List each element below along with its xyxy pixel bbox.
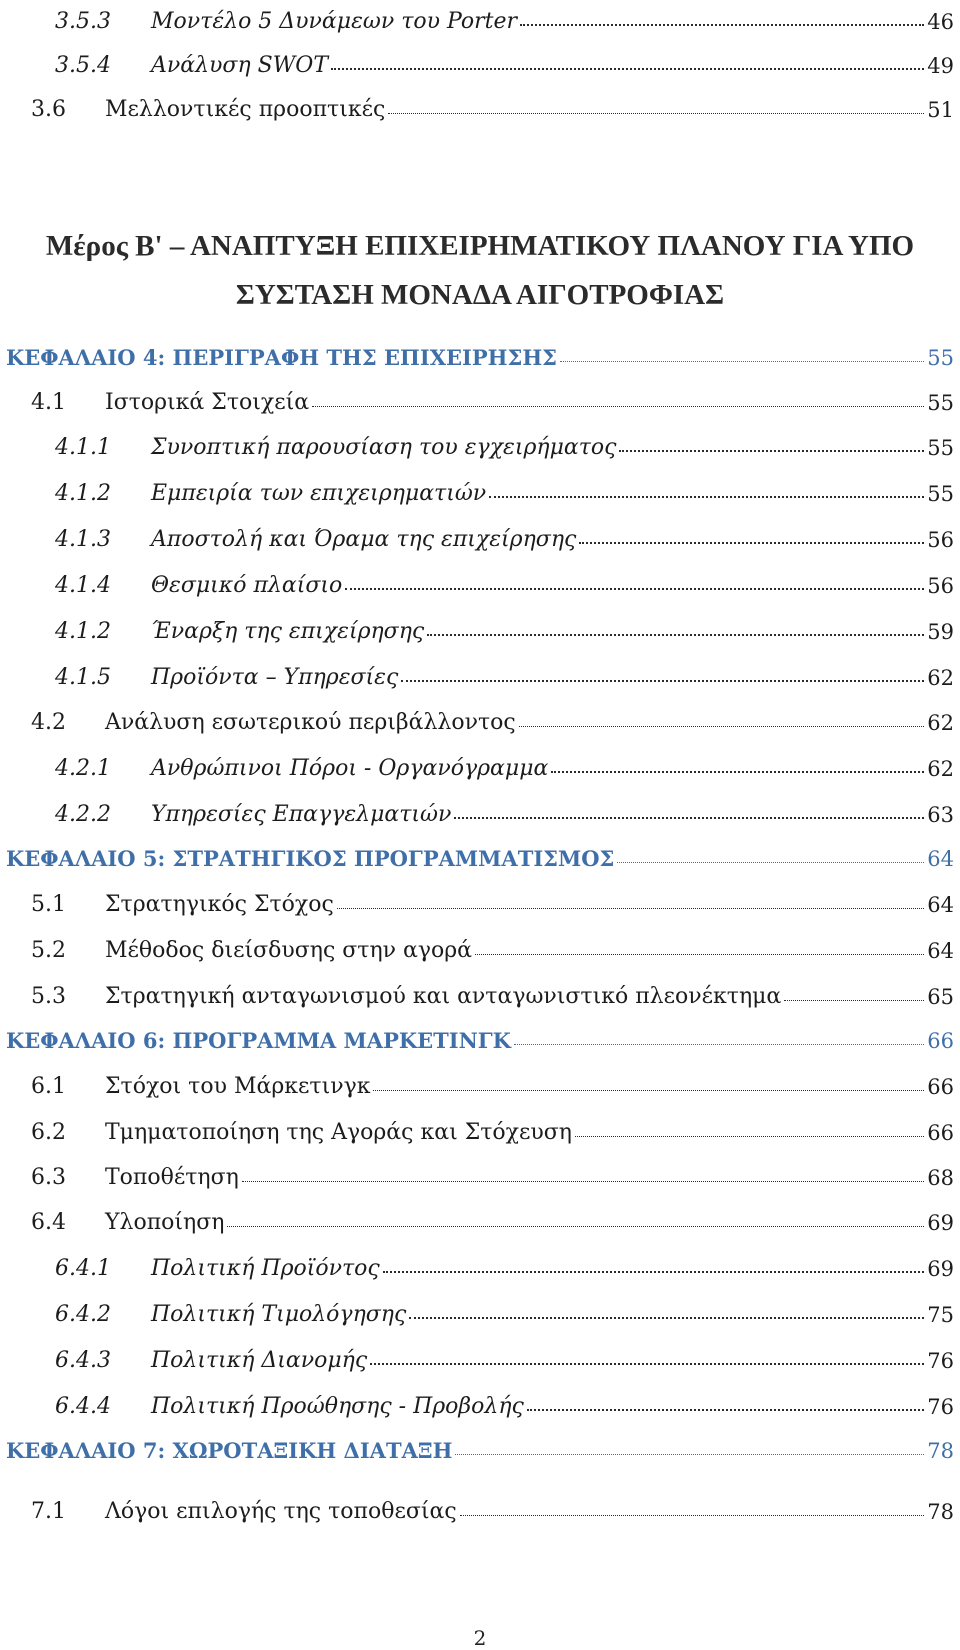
dot-leader	[370, 1363, 924, 1365]
toc-entry-number: 6.2	[31, 1120, 66, 1145]
part-title-line-1: Μέρος Β' – ΑΝΑΠΤΥΞΗ ΕΠΙΧΕΙΡΗΜΑΤΙΚΟΥ ΠΛΑΝΟΥ ΓΙΑ ΥΠΟ	[45, 230, 915, 262]
chapter-title: ΚΕΦΑΛΑΙΟ 7: ΧΩΡΟΤΑΞΙΚΗ ΔΙΑΤΑΞΗ	[6, 1438, 453, 1463]
toc-entry-page: 68	[927, 1166, 954, 1190]
toc-chapter-5[interactable]	[0, 837, 960, 871]
toc-entry[interactable]	[0, 0, 960, 34]
dot-leader	[520, 24, 924, 26]
toc-entry-page: 76	[927, 1395, 954, 1419]
toc-entry-label: Ανάλυση SWOT	[151, 53, 329, 78]
toc-entry-label: Πολιτική Προϊόντος	[151, 1256, 380, 1281]
toc-entry-number: 6.4.4	[55, 1394, 111, 1419]
toc-entry-number: 3.6	[31, 97, 66, 122]
toc-entry-label: Μέθοδος διείσδυσης στην αγορά	[105, 938, 473, 963]
dot-leader	[784, 1000, 924, 1001]
toc-entry-label: Συνοπτική παρουσίαση του εγχειρήματος	[151, 435, 617, 460]
toc-entry[interactable]	[0, 88, 960, 122]
toc-entry[interactable]	[0, 1385, 960, 1419]
toc-entry-number: 4.1.5	[55, 665, 111, 690]
toc-entry-page: 76	[927, 1349, 954, 1373]
dot-leader	[617, 862, 924, 863]
toc-entry-label: Πολιτική Προώθησης - Προβολής	[151, 1394, 524, 1419]
toc-entry-page: 46	[927, 10, 954, 34]
toc-entry-page: 51	[927, 98, 954, 122]
dot-leader	[514, 1044, 924, 1045]
dot-leader	[373, 1090, 924, 1091]
toc-entry-label: Μοντέλο 5 Δυνάμεων του Porter	[151, 9, 518, 34]
toc-entry-label: Λόγοι επιλογής της τοποθεσίας	[105, 1499, 457, 1524]
toc-entry[interactable]	[0, 518, 960, 552]
chapter-page: 78	[927, 1439, 954, 1463]
toc-entry-label: Στρατηγική ανταγωνισμού και ανταγωνιστικό πλεονέκτημα	[105, 984, 782, 1009]
toc-entry-page: 64	[927, 939, 954, 963]
toc-entry-label: Ανάλυση εσωτερικού περιβάλλοντος	[105, 710, 516, 735]
chapter-title: ΚΕΦΑΛΑΙΟ 4: ΠΕΡΙΓΡΑΦΗ ΤΗΣ ΕΠΙΧΕΙΡΗΣΗΣ	[6, 345, 558, 370]
dot-leader	[551, 771, 924, 773]
toc-entry[interactable]	[0, 883, 960, 917]
toc-entry-page: 63	[927, 803, 954, 827]
toc-entry-page: 66	[927, 1075, 954, 1099]
toc-entry-label: Πολιτική Τιμολόγησης	[151, 1302, 407, 1327]
toc-entry[interactable]	[0, 793, 960, 827]
toc-entry[interactable]	[0, 44, 960, 78]
toc-entry[interactable]	[0, 656, 960, 690]
toc-entry[interactable]	[0, 1247, 960, 1281]
toc-entry-page: 55	[927, 482, 954, 506]
toc-entry-label: Στρατηγικός Στόχος	[105, 892, 334, 917]
toc-entry-page: 49	[927, 54, 954, 78]
chapter-title: ΚΕΦΑΛΑΙΟ 5: ΣΤΡΑΤΗΓΙΚΟΣ ΠΡΟΓΡΑΜΜΑΤΙΣΜΟΣ	[6, 846, 615, 871]
toc-entry-number: 7.1	[31, 1499, 66, 1524]
toc-entry-label: Ιστορικά Στοιχεία	[105, 390, 310, 415]
toc-entry[interactable]	[0, 929, 960, 963]
toc-entry-page: 56	[927, 528, 954, 552]
toc-entry-label: Τμηματοποίηση της Αγοράς και Στόχευση	[105, 1120, 572, 1145]
toc-entry-number: 3.5.4	[55, 53, 111, 78]
toc-entry-label: Υλοποίηση	[105, 1210, 225, 1235]
toc-entry-label: Ανθρώπινοι Πόροι - Οργανόγραμμα	[151, 756, 549, 781]
dot-leader	[619, 450, 924, 452]
toc-entry-number: 5.1	[31, 892, 66, 917]
page-number: 2	[473, 1626, 487, 1650]
dot-leader	[331, 68, 924, 70]
toc-entry[interactable]	[0, 1111, 960, 1145]
toc-entry-number: 4.1.2	[55, 481, 111, 506]
dot-leader	[460, 1515, 925, 1516]
dot-leader	[527, 1409, 924, 1411]
toc-entry-number: 5.2	[31, 938, 66, 963]
toc-entry-number: 4.2.1	[55, 756, 111, 781]
chapter-page: 64	[927, 847, 954, 871]
toc-entry[interactable]	[0, 701, 960, 735]
toc-entry-label: Πολιτική Διανομής	[151, 1348, 368, 1373]
toc-entry-label: Προϊόντα – Υπηρεσίες	[151, 665, 399, 690]
toc-entry[interactable]	[0, 1201, 960, 1235]
toc-entry-number: 6.4	[31, 1210, 66, 1235]
toc-entry[interactable]	[0, 381, 960, 415]
toc-chapter-6[interactable]	[0, 1019, 960, 1053]
toc-entry[interactable]	[0, 472, 960, 506]
toc-entry-number: 6.3	[31, 1165, 66, 1190]
chapter-page: 55	[927, 346, 954, 370]
toc-entry[interactable]	[0, 1065, 960, 1099]
toc-entry-page: 62	[927, 666, 954, 690]
toc-entry-label: Υπηρεσίες Επαγγελματιών	[151, 802, 452, 827]
toc-entry-number: 6.4.3	[55, 1348, 111, 1373]
toc-chapter-7[interactable]	[0, 1429, 960, 1463]
toc-entry-page: 62	[927, 711, 954, 735]
toc-entry[interactable]	[0, 1490, 960, 1524]
toc-entry[interactable]	[0, 1339, 960, 1373]
toc-entry[interactable]	[0, 426, 960, 460]
toc-entry-page: 64	[927, 893, 954, 917]
toc-entry[interactable]	[0, 610, 960, 644]
dot-leader	[242, 1181, 924, 1182]
chapter-title: ΚΕΦΑΛΑΙΟ 6: ΠΡΟΓΡΑΜΜΑ ΜΑΡΚΕΤΙΝΓΚ	[6, 1028, 511, 1053]
dot-leader	[388, 113, 924, 114]
toc-entry-page: 65	[927, 985, 954, 1009]
toc-entry-number: 4.2	[31, 710, 66, 735]
toc-entry[interactable]	[0, 747, 960, 781]
dot-leader	[227, 1226, 924, 1227]
toc-entry-number: 4.1.3	[55, 527, 111, 552]
dot-leader	[427, 634, 924, 636]
toc-entry-label: Μελλοντικές προοπτικές	[105, 97, 386, 122]
dot-leader	[454, 817, 924, 819]
dot-leader	[383, 1271, 925, 1273]
dot-leader	[337, 908, 924, 909]
toc-entry-page: 55	[927, 391, 954, 415]
toc-entry[interactable]	[0, 1156, 960, 1190]
toc-entry-number: 6.4.1	[55, 1256, 111, 1281]
toc-entry-page: 56	[927, 574, 954, 598]
toc-entry-page: 69	[927, 1211, 954, 1235]
toc-entry-number: 4.1.4	[55, 573, 111, 598]
toc-entry-number: 6.4.2	[55, 1302, 111, 1327]
toc-entry[interactable]	[0, 1293, 960, 1327]
toc-entry-number: 4.1	[31, 390, 66, 415]
toc-entry-label: Έναρξη της επιχείρησης	[151, 619, 425, 644]
toc-entry-page: 78	[927, 1500, 954, 1524]
toc-entry-number: 4.1.2	[55, 619, 111, 644]
toc-entry-label: Τοποθέτηση	[105, 1165, 239, 1190]
toc-entry-number: 6.1	[31, 1074, 66, 1099]
dot-leader	[401, 680, 924, 682]
dot-leader	[579, 542, 924, 544]
chapter-page: 66	[927, 1029, 954, 1053]
dot-leader	[575, 1136, 924, 1137]
toc-entry-number: 4.2.2	[55, 802, 111, 827]
dot-leader	[489, 496, 924, 498]
toc-chapter-4[interactable]	[0, 336, 960, 370]
toc-entry-page: 55	[927, 436, 954, 460]
toc-entry-page: 69	[927, 1257, 954, 1281]
toc-entry[interactable]	[0, 975, 960, 1009]
toc-entry-page: 59	[927, 620, 954, 644]
dot-leader	[312, 406, 924, 407]
toc-entry-label: Στόχοι του Μάρκετινγκ	[105, 1074, 371, 1099]
toc-entry-label: Θεσμικό πλαίσιο	[151, 573, 343, 598]
toc-entry-number: 5.3	[31, 984, 66, 1009]
toc-entry[interactable]	[0, 564, 960, 598]
dot-leader	[455, 1454, 924, 1455]
dot-leader	[409, 1317, 924, 1319]
toc-entry-label: Εμπειρία των επιχειρηματιών	[151, 481, 487, 506]
dot-leader	[475, 954, 924, 955]
toc-entry-number: 3.5.3	[55, 9, 111, 34]
dot-leader	[560, 361, 924, 362]
toc-entry-label: Αποστολή και Όραμα της επιχείρησης	[151, 527, 577, 552]
dot-leader	[519, 726, 925, 727]
dot-leader	[345, 588, 924, 590]
toc-entry-page: 62	[927, 757, 954, 781]
toc-entry-page: 75	[927, 1303, 954, 1327]
toc-entry-page: 66	[927, 1121, 954, 1145]
toc-entry-number: 4.1.1	[55, 435, 111, 460]
part-title-line-2: ΣΥΣΤΑΣΗ ΜΟΝΑΔΑ ΑΙΓΟΤΡΟΦΙΑΣ	[235, 279, 725, 311]
